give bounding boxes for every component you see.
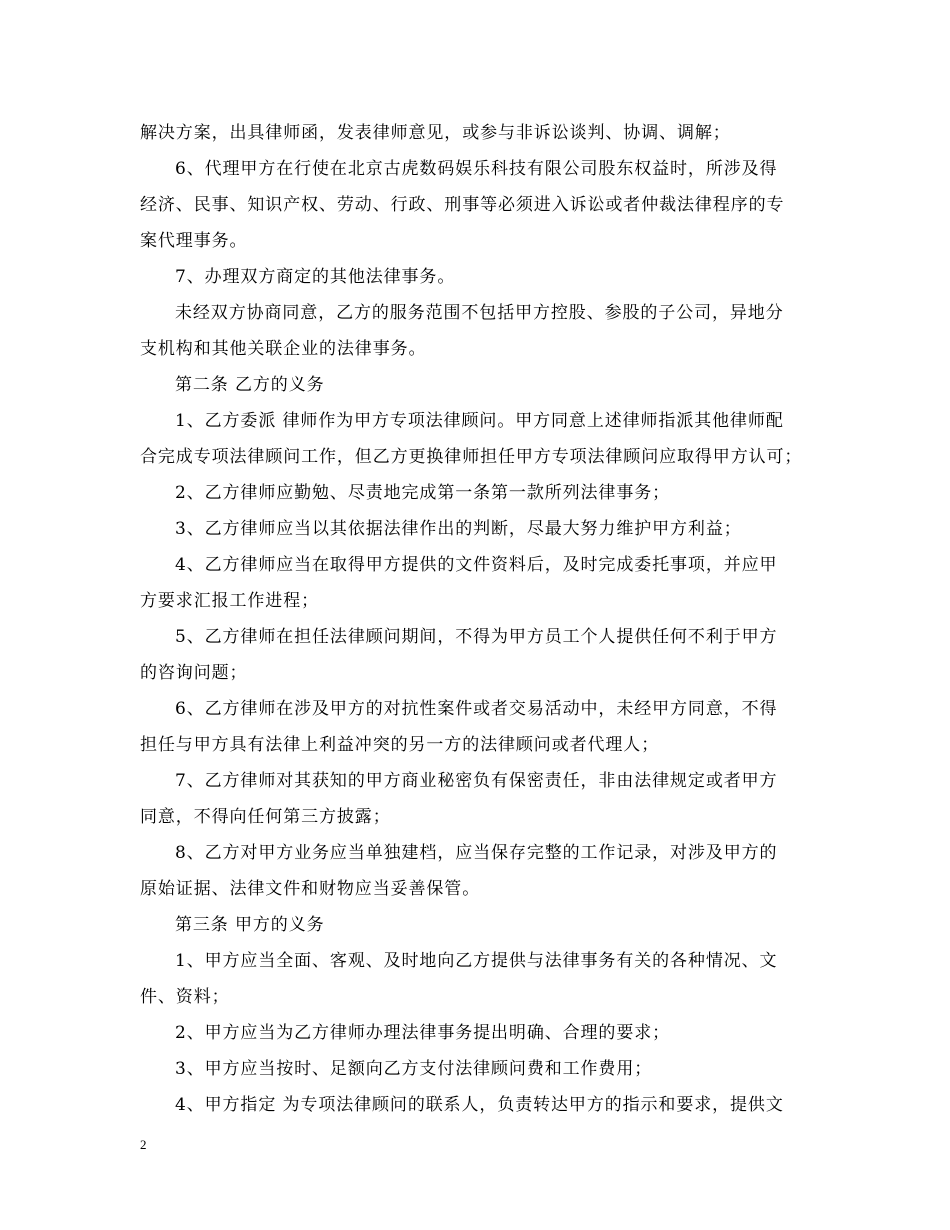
- text-line: 1、甲方应当全面、客观、及时地向乙方提供与法律事务有关的各种情况、文: [175, 951, 778, 971]
- text-line: 4、乙方律师应当在取得甲方提供的文件资料后，及时完成委托事项，并应甲: [175, 555, 778, 575]
- text-line: 经济、民事、知识产权、劳动、行政、刑事等必须进入诉讼或者仲裁法律程序的专: [140, 195, 785, 215]
- text-line: 的咨询问题；: [140, 663, 248, 683]
- text-line: 原始证据、法律文件和财物应当妥善保管。: [140, 879, 481, 899]
- text-line: 未经双方协商同意，乙方的服务范围不包括甲方控股、参股的子公司，异地分: [175, 303, 784, 323]
- text-line: 担任与甲方具有法律上利益冲突的另一方的法律顾问或者代理人；: [140, 735, 660, 755]
- text-line: 4、甲方指定 为专项法律顾问的联系人，负责转达甲方的指示和要求，提供文: [175, 1095, 784, 1115]
- text-line: 案代理事务。: [140, 231, 248, 251]
- text-line: 2、乙方律师应勤勉、尽责地完成第一条第一款所列法律事务；: [175, 483, 671, 503]
- text-line: 3、乙方律师应当以其依据法律作出的判断，尽最大努力维护甲方利益；: [175, 519, 742, 539]
- text-line: 6、代理甲方在行使在北京古虎数码娱乐科技有限公司股东权益时，所涉及得: [175, 159, 778, 179]
- text-line: 合完成专项法律顾问工作，但乙方更换律师担任甲方专项法律顾问应取得甲方认可；: [140, 447, 803, 467]
- text-line: 解决方案，出具律师函，发表律师意见，或参与非诉讼谈判、协调、调解；: [140, 123, 731, 143]
- text-line: 1、乙方委派 律师作为甲方专项法律顾问。甲方同意上述律师指派其他律师配: [175, 411, 784, 431]
- page-number: 2: [140, 1137, 147, 1152]
- text-line: 5、乙方律师在担任法律顾问期间，不得为甲方员工个人提供任何不利于甲方: [175, 627, 778, 647]
- text-line: 件、资料；: [140, 987, 230, 1007]
- section-heading: 第三条 甲方的义务: [175, 915, 325, 935]
- text-line: 2、甲方应当为乙方律师办理法律事务提出明确、合理的要求；: [175, 1023, 671, 1043]
- text-line: 3、甲方应当按时、足额向乙方支付法律顾问费和工作费用；: [175, 1059, 653, 1079]
- text-line: 6、乙方律师在涉及甲方的对抗性案件或者交易活动中，未经甲方同意，不得: [175, 699, 778, 719]
- text-line: 8、乙方对甲方业务应当单独建档，应当保存完整的工作记录，对涉及甲方的: [175, 843, 778, 863]
- text-line: 方要求汇报工作进程；: [140, 591, 319, 611]
- section-heading: 第二条 乙方的义务: [175, 375, 325, 395]
- text-line: 7、办理双方商定的其他法律事务。: [175, 267, 456, 287]
- text-line: 7、乙方律师对其获知的甲方商业秘密负有保密责任，非由法律规定或者甲方: [175, 771, 778, 791]
- text-line: 同意，不得向任何第三方披露；: [140, 807, 391, 827]
- text-line: 支机构和其他关联企业的法律事务。: [140, 339, 427, 359]
